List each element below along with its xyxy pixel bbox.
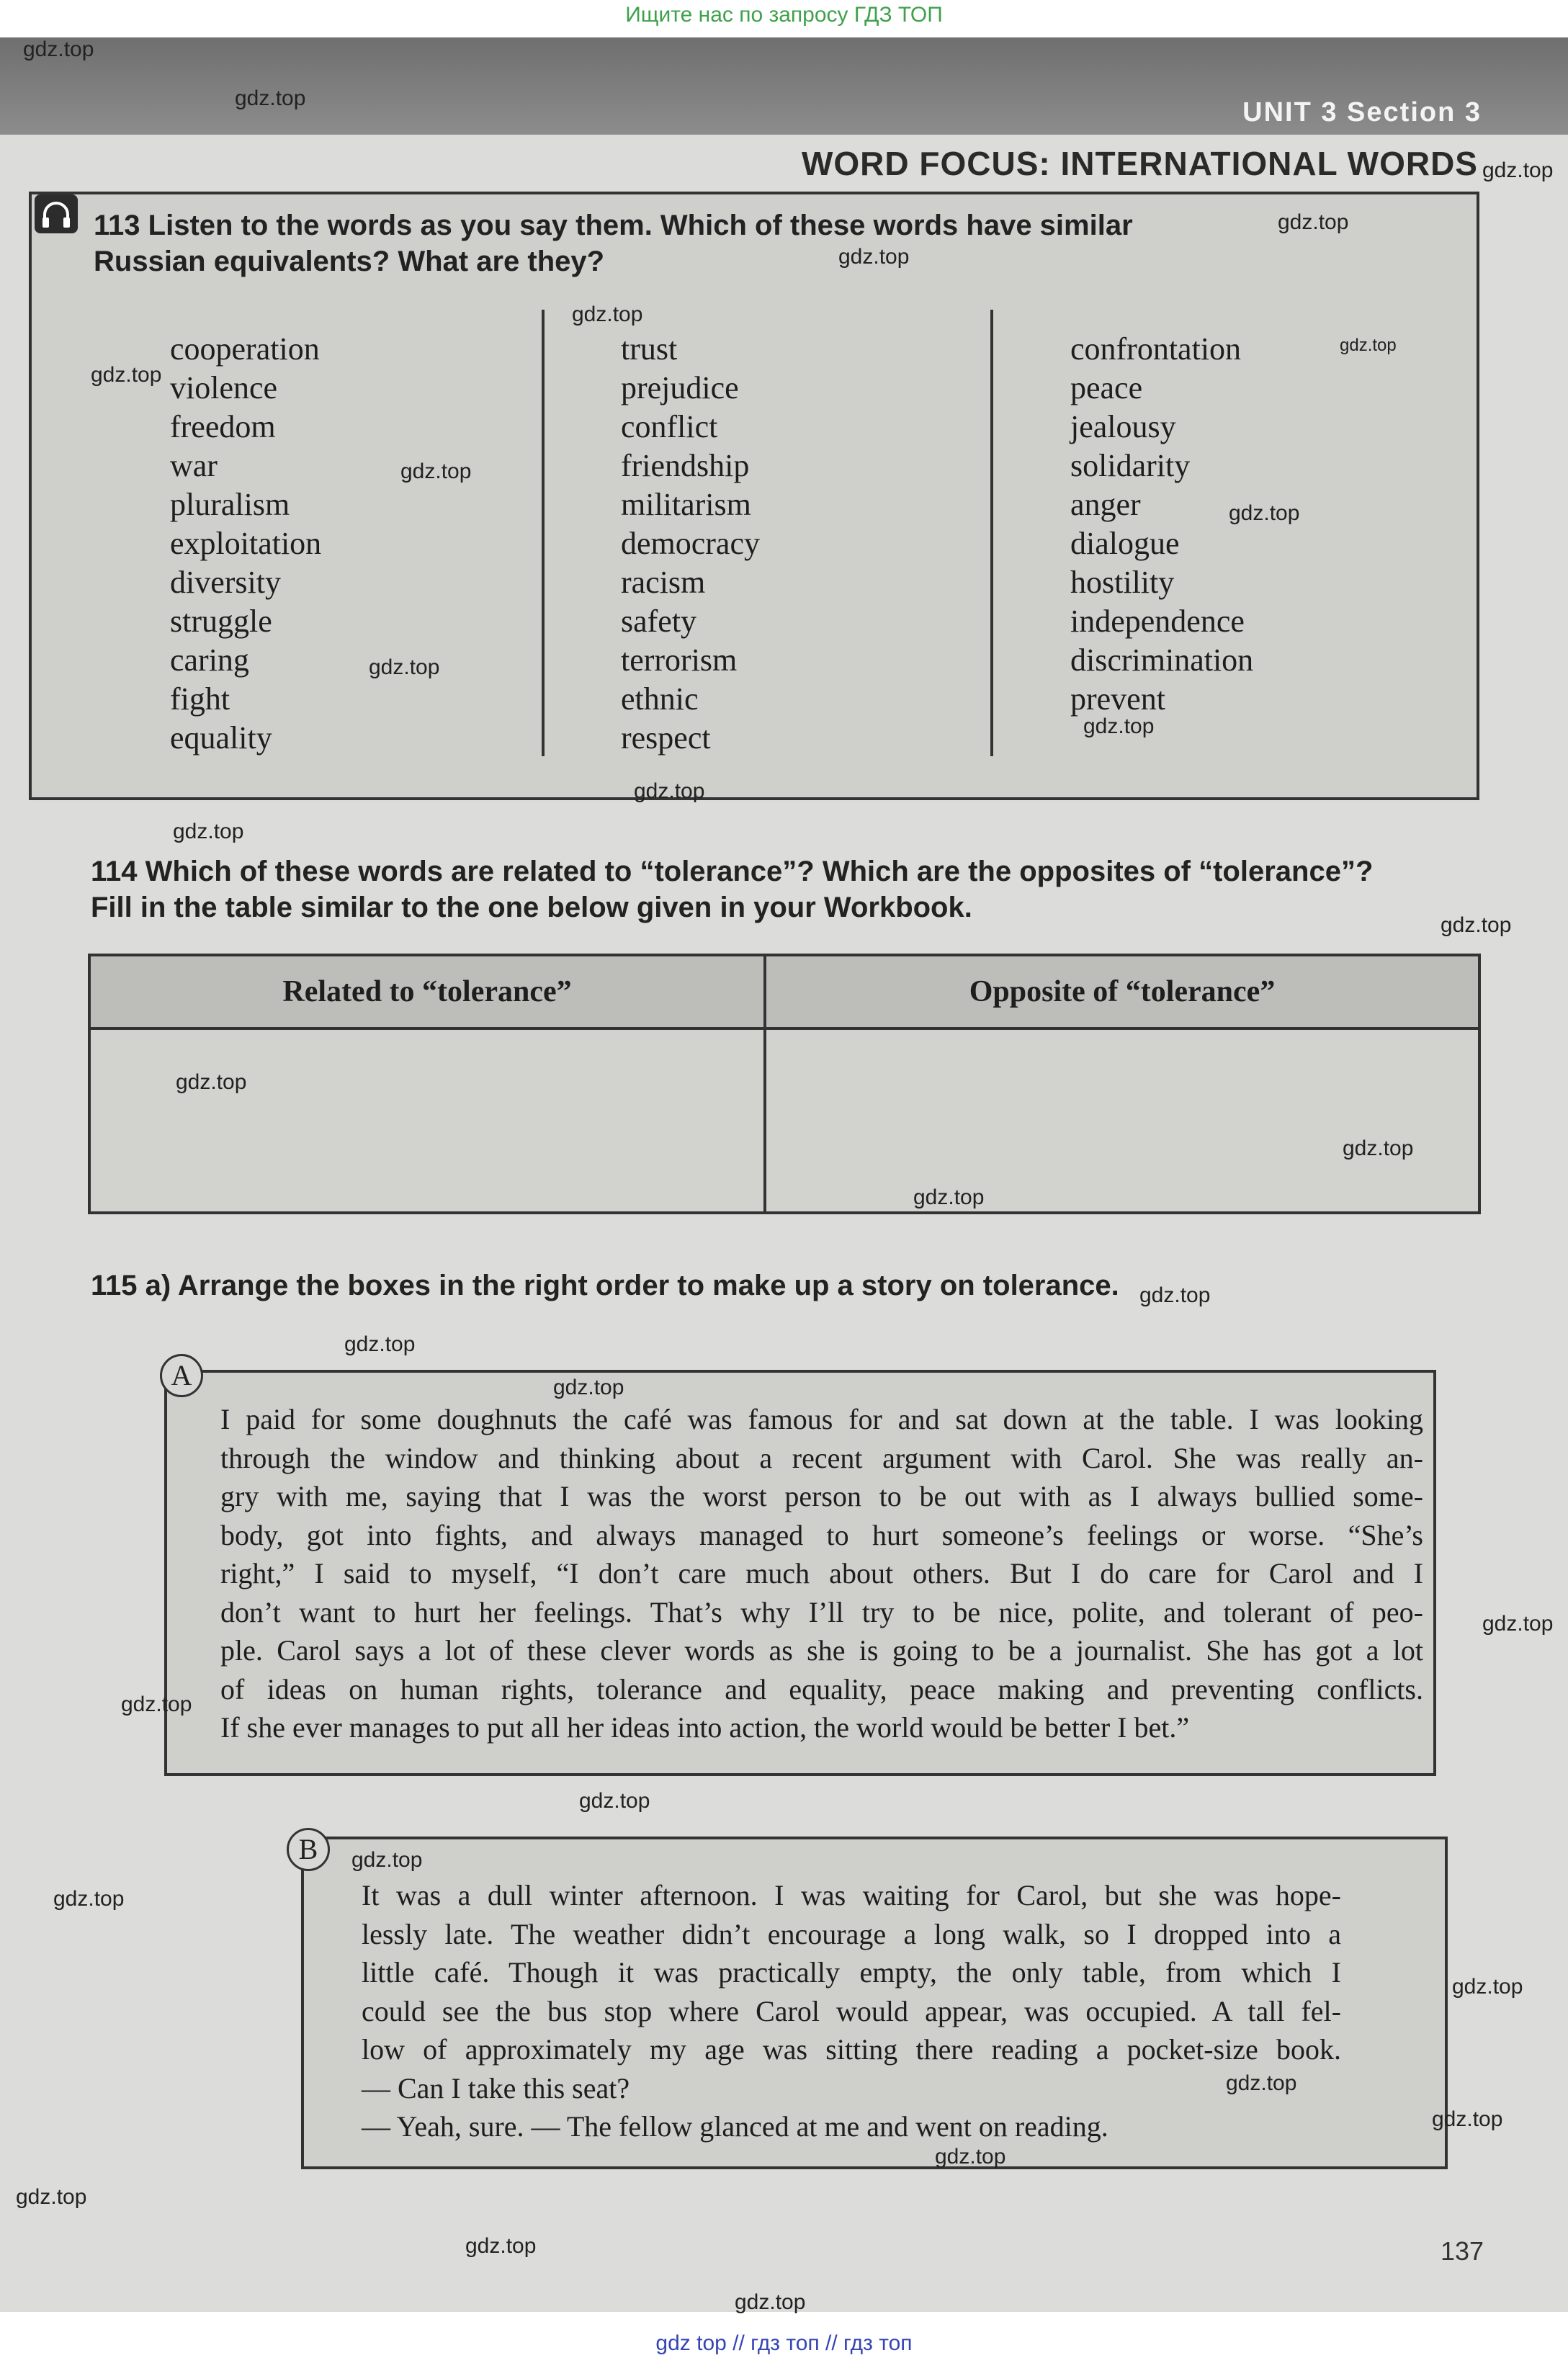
word-item: friendship [621,448,750,483]
story-line: If she ever manages to put all her ideas into action, the world would be better I bet.” [220,1711,1190,1744]
table-header-related: Related to “tolerance” [89,955,765,1028]
watermark: gdz.top [176,1070,247,1094]
watermark: gdz.top [400,459,472,483]
watermark: gdz.top [235,86,306,110]
bottom-banner: gdz top // гдз топ // гдз топ [655,2331,913,2355]
word-item: confrontation [1070,331,1242,367]
watermark: gdz.top [1343,1136,1414,1160]
story-line: right,” I said to myself, “I don’t care much about others. But I do care for Carol and I [220,1557,1423,1589]
story-line: It was a dull winter afternoon. I was waiting for Carol, but she was hope- [362,1879,1341,1911]
watermark: gdz.top [1482,1612,1554,1636]
word-item: struggle [170,604,272,639]
watermark: gdz.top [1452,1975,1523,1999]
word-item: peace [1070,370,1143,405]
word-column-3 [1070,330,1253,719]
story-line: of ideas on human rights, tolerance and equality, peace making and preventing conflicts. [220,1672,1423,1705]
watermark: gdz.top [1139,1283,1211,1307]
word-item: trust [621,331,678,367]
box-a-label: A [160,1354,203,1397]
word-item: cooperation [170,331,320,367]
watermark: gdz.top [16,2185,87,2209]
word-item: hostility [1070,565,1175,600]
word-item: caring [170,642,249,678]
watermark: gdz.top [121,1692,192,1716]
watermark: gdz.top [1340,336,1397,355]
word-item: anger [1070,487,1141,522]
column-divider [990,310,993,756]
watermark: gdz.top [935,2145,1006,2169]
column-divider [542,310,545,756]
watermark: gdz.top [344,1332,416,1356]
watermark: gdz.top [1229,501,1300,525]
watermark: gdz.top [53,1887,125,1911]
page-number: 137 [1441,2236,1484,2266]
section-title: WORD FOCUS: INTERNATIONAL WORDS [801,145,1478,182]
word-item: conflict [621,409,718,444]
story-line: could see the bus stop where Carol would appear, was occupied. A tall fel- [362,1994,1341,2027]
word-item: racism [621,565,706,600]
table-cell-opposite [765,1028,1479,1213]
story-line: I paid for some doughnuts the café was famous for and sat down at the table. I was looking [220,1403,1423,1435]
word-item: discrimination [1070,642,1254,678]
box-b-label: B [287,1828,330,1871]
story-line: don’t want to hurt her feelings. That’s why I’ll try to be nice, polite, and tolerant of peo- [220,1595,1423,1628]
story-b-text [362,1876,1341,2146]
word-item: prevent [1070,681,1165,717]
word-item: democracy [621,526,760,561]
story-line: through the window and thinking about a recent argument with Carol. She was really an- [220,1441,1423,1474]
word-column-1 [170,330,321,758]
unit-label: UNIT 3 Section 3 [1242,97,1482,127]
watermark: gdz.top [1441,913,1512,937]
watermark: gdz.top [173,820,244,843]
word-item: militarism [621,487,751,522]
word-item: fight [170,681,230,717]
tolerance-table [88,954,1481,1214]
watermark: gdz.top [369,655,440,679]
watermark: gdz.top [351,1848,423,1872]
watermark: gdz.top [913,1185,985,1209]
top-banner: Ищите нас по запросу ГДЗ ТОП [625,3,943,27]
word-item: prejudice [621,370,739,405]
watermark: gdz.top [838,245,910,269]
story-line: body, got into fights, and always managed to hurt someone’s feelings or worse. “She’s [220,1518,1423,1551]
exercise-115-instruction: 115 a) Arrange the boxes in the right order to make up a story on tolerance. [91,1270,1119,1301]
word-column-2 [621,330,760,758]
watermark: gdz.top [572,302,643,326]
story-line: — Can I take this seat? [362,2071,630,2104]
watermark: gdz.top [23,37,94,61]
watermark: gdz.top [1432,2107,1503,2131]
watermark: gdz.top [634,779,705,803]
watermark: gdz.top [1482,158,1554,182]
word-item: war [170,448,218,483]
watermark: gdz.top [553,1376,624,1399]
word-item: terrorism [621,642,738,678]
watermark: gdz.top [1083,714,1155,738]
word-item: safety [621,604,697,639]
watermark: gdz.top [579,1789,650,1813]
word-item: jealousy [1070,409,1176,444]
story-line: ple. Carol says a lot of these clever words as she is going to be a journalist. She has got a lot [220,1634,1423,1667]
word-item: exploitation [170,526,322,561]
table-cell-related [89,1028,765,1213]
watermark: gdz.top [1278,210,1349,234]
story-line: little café. Though it was practically empty, the only table, from which I [362,1956,1341,1988]
word-item: freedom [170,409,276,444]
word-item: diversity [170,565,281,600]
word-item: pluralism [170,487,290,522]
word-item: violence [170,370,278,405]
word-item: ethnic [621,681,699,717]
watermark: gdz.top [735,2290,806,2314]
headphones-icon [35,194,78,233]
word-item: respect [621,720,711,755]
word-item: dialogue [1070,526,1180,561]
exercise-113-instruction: 113 Listen to the words as you say them. Which of these words have similar Russian equivalents? What are they? [94,210,1133,277]
word-item: equality [170,720,272,755]
story-a-text [220,1400,1423,1747]
watermark: gdz.top [1226,2071,1297,2095]
story-line: — Yeah, sure. — The fellow glanced at me and went on reading. [362,2110,1108,2143]
watermark: gdz.top [91,363,162,387]
table-header-opposite: Opposite of “tolerance” [765,955,1479,1028]
word-item: solidarity [1070,448,1191,483]
watermark: gdz.top [465,2234,537,2258]
word-item: independence [1070,604,1245,639]
exercise-114-instruction: 114 Which of these words are related to “tolerance”? Which are the opposites of “tolerance”? Fill in the table similar to the one below given in your Workbook. [91,856,1374,923]
story-line: gry with me, saying that I was the worst person to be out with as I always bullied some- [220,1480,1423,1512]
story-line: low of approximately my age was sitting there reading a pocket-size book. [362,2033,1341,2066]
story-line: lessly late. The weather didn’t encourage a long walk, so I dropped into a [362,1917,1341,1950]
